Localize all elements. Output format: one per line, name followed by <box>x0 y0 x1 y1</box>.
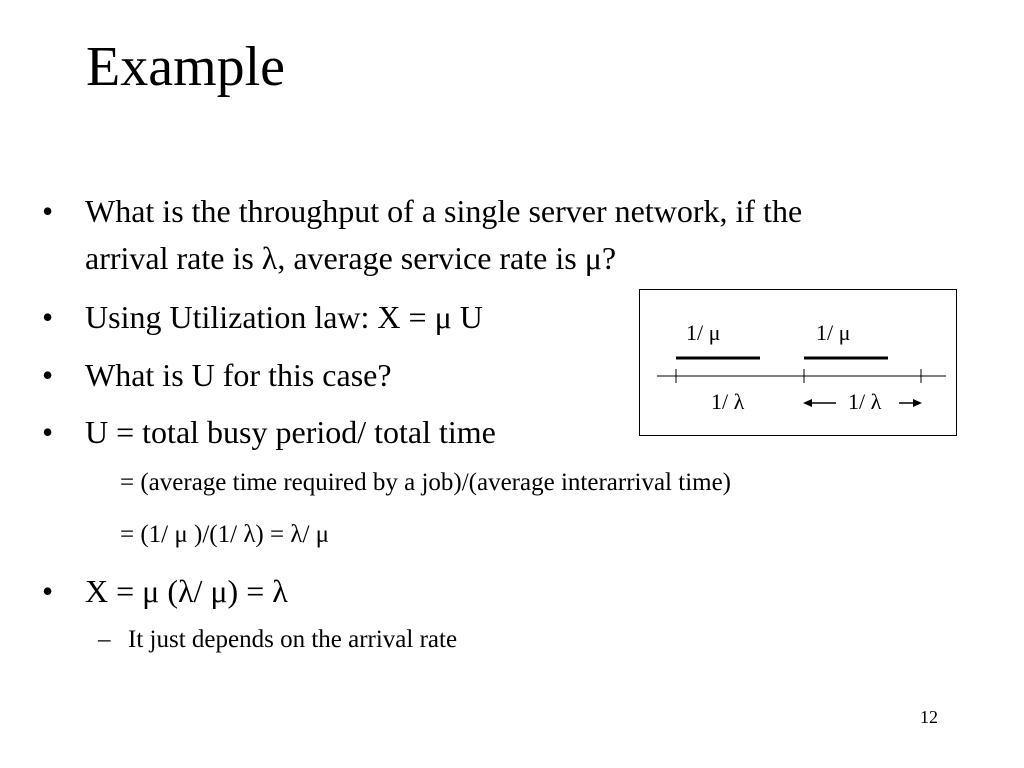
page-number: 12 <box>920 707 938 727</box>
bullet-text: What is U for this case? <box>85 357 392 393</box>
interarrival-label-1: 1/ λ <box>711 389 745 414</box>
equation-line-1: = (average time required by a job)/(average interarrival time) <box>120 469 732 496</box>
bullet-marker: • <box>42 573 54 609</box>
bullet-marker: • <box>42 299 54 335</box>
equation-line-2: = (1/ μ )/(1/ λ) = λ/ μ <box>120 521 330 548</box>
sub-point-text: It just depends on the arrival rate <box>128 626 458 653</box>
slide-title: Example <box>86 36 286 98</box>
bullet-marker: • <box>42 357 54 393</box>
bullet-text-line-1: What is the throughput of a single server network, if the <box>85 193 803 229</box>
bullet-text: U = total busy period/ total time <box>85 414 496 450</box>
bullet-text: X = μ (λ/ μ) = λ <box>85 573 288 609</box>
bullet-text: Using Utilization law: X = μ U <box>85 299 483 335</box>
right-arrow-icon <box>913 399 922 407</box>
bullet-marker: • <box>42 414 54 450</box>
interarrival-label-2: 1/ λ <box>848 389 882 414</box>
bullet-marker: • <box>42 193 54 229</box>
service-time-label-2: 1/ μ <box>816 320 851 345</box>
timeline-diagram <box>639 289 957 436</box>
left-arrow-icon <box>803 399 812 407</box>
bullet-text-line-2: arrival rate is λ, average service rate is μ? <box>85 240 617 276</box>
dash-marker: – <box>98 626 111 653</box>
service-time-label-1: 1/ μ <box>686 320 721 345</box>
timeline-graphic <box>640 290 958 437</box>
